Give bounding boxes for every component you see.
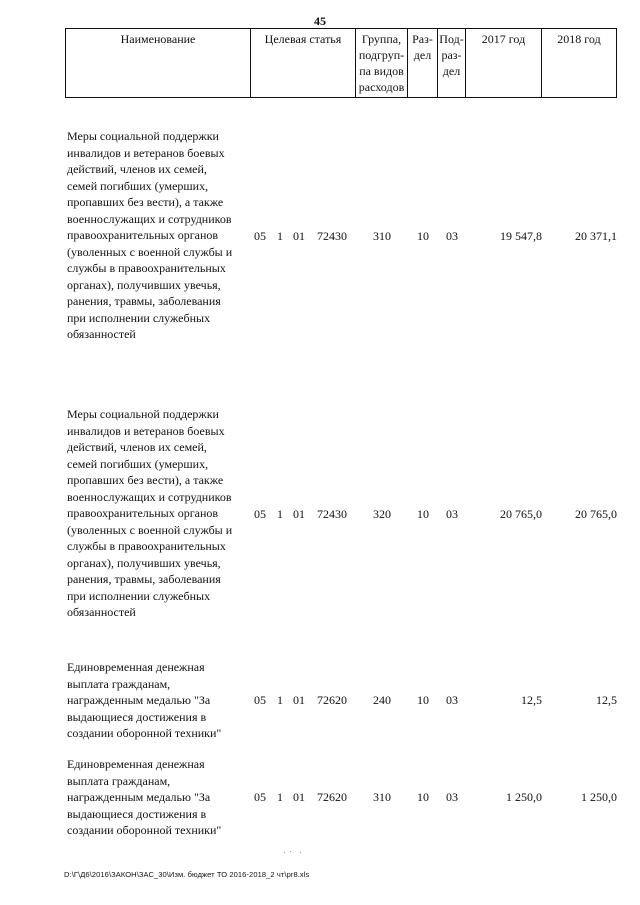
cell-subprogram: 1	[277, 790, 283, 804]
cell-subsection: 03	[446, 229, 458, 243]
row-name: Меры социальной поддержки инвалидов и ветеранов боевых действий, членов их семей, семей погибших (умерших, пропавших без вести), а также военнослужащих и сотрудников правоохранительных органов (уволенных с военной службы и службы в правоохранительных органах), получивших увечья, ранения, травмы, заболевания при исполнении служебных обязанностей	[67, 407, 233, 619]
cell-section: 10	[417, 693, 429, 707]
cell-subsection: 03	[446, 790, 458, 804]
header-year-2017: 2017 год	[466, 29, 542, 98]
cell-subprogram: 1	[277, 507, 283, 521]
cell-main-event: 01	[293, 693, 305, 707]
table-header	[65, 28, 617, 98]
scan-speck	[300, 852, 301, 853]
cell-direction: 72430	[317, 507, 347, 521]
cell-subprogram: 1	[277, 229, 283, 243]
header-name: Наименование	[66, 29, 251, 98]
header-year-2018: 2018 год	[542, 29, 617, 98]
cell-direction: 72620	[317, 790, 347, 804]
cell-direction: 72430	[317, 229, 347, 243]
cell-2018: 1 250,0	[581, 790, 617, 804]
header-target-article: Целевая статья	[251, 29, 356, 98]
scan-speck	[290, 851, 291, 852]
cell-2017: 1 250,0	[506, 790, 542, 804]
cell-2017: 12,5	[521, 693, 542, 707]
cell-subsection: 03	[446, 693, 458, 707]
table-row	[0, 128, 640, 343]
cell-2018: 20 765,0	[575, 507, 617, 521]
scan-speck	[284, 852, 285, 853]
cell-direction: 72620	[317, 693, 347, 707]
cell-group: 240	[373, 693, 391, 707]
cell-2018: 12,5	[596, 693, 617, 707]
cell-main-event: 01	[293, 229, 305, 243]
file-path-footer: D:\Г\Д6\2016\ЗАКОН\ЗАС_30\Изм. бюджет ТО 2016-2018_2 чт\pr8.xls	[64, 870, 310, 879]
cell-section: 10	[417, 229, 429, 243]
cell-group: 310	[373, 790, 391, 804]
cell-program: 05	[254, 790, 266, 804]
table-row	[0, 406, 640, 621]
row-name: Единовременная денежная выплата гражданам, награжденным медалью "За выдающиеся достижения в создании оборонной техники"	[67, 757, 222, 837]
row-name: Меры социальной поддержки инвалидов и ветеранов боевых действий, членов их семей, семей погибших (умерших, пропавших без вести), а также военнослужащих и сотрудников правоохранительных органов (уволенных с военной службы и службы в правоохранительных органах), получивших увечья, ранения, травмы, заболевания при исполнении служебных обязанностей	[67, 129, 233, 341]
header-section: Раз- дел	[408, 29, 438, 98]
table-row	[0, 659, 640, 744]
cell-subprogram: 1	[277, 693, 283, 707]
cell-2018: 20 371,1	[575, 229, 617, 243]
header-subsection: Под- раз- дел	[438, 29, 466, 98]
cell-2017: 19 547,8	[500, 229, 542, 243]
cell-program: 05	[254, 507, 266, 521]
cell-group: 320	[373, 507, 391, 521]
cell-section: 10	[417, 507, 429, 521]
cell-main-event: 01	[293, 507, 305, 521]
cell-section: 10	[417, 790, 429, 804]
cell-group: 310	[373, 229, 391, 243]
cell-main-event: 01	[293, 790, 305, 804]
header-group: Группа, подгруп- па видов расходов	[356, 29, 408, 98]
page-number: 45	[314, 14, 326, 28]
cell-program: 05	[254, 693, 266, 707]
cell-subsection: 03	[446, 507, 458, 521]
cell-2017: 20 765,0	[500, 507, 542, 521]
row-name: Единовременная денежная выплата гражданам, награжденным медалью "За выдающиеся достижения в создании оборонной техники"	[67, 660, 222, 740]
cell-program: 05	[254, 229, 266, 243]
table-row	[0, 756, 640, 841]
